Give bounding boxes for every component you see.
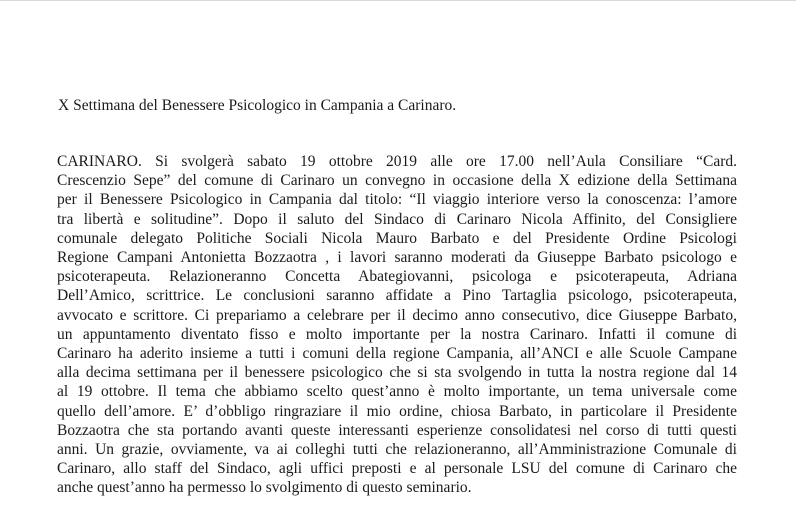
body-line: alla decima settimana per il benessere psicologico che si sta svolgendo in tutta la nostra regione dal 14 bbox=[57, 364, 737, 382]
document-title: X Settimana del Benessere Psicologico in Campania a Carinaro. bbox=[58, 97, 457, 114]
body-line: psicoterapeuta. Relazioneranno Concetta Abategiovanni, psicologa e psicoterapeuta, Adriana bbox=[57, 268, 737, 286]
body-line: Crescenzio Sepe” del comune di Carinaro un convegno in occasione della X edizione della Settimana bbox=[57, 172, 737, 190]
body-line: comunale delegato Politiche Sociali Nicola Mauro Barbato e del Presidente Ordine Psicologi bbox=[57, 229, 737, 247]
body-line-last: anche quest’anno ha permesso lo svolgimento di questo seminario. bbox=[57, 479, 472, 497]
body-line: anni. Un grazie, ovviamente, va ai colleghi tutti che relazioneranno, all’Amministrazione Comunale di bbox=[57, 441, 737, 459]
body-line: al 19 ottobre. Il tema che abbiamo scelto quest’anno è molto importante, un tema universale come bbox=[57, 383, 737, 401]
body-line: CARINARO. Si svolgerà sabato 19 ottobre 2019 alle ore 17.00 nell’Aula Consiliare “Card. bbox=[57, 153, 737, 170]
article-body bbox=[57, 152, 737, 498]
body-line: Dell’Amico, scrittrice. Le conclusioni saranno affidate a Pino Tartaglia psicologo, psicoterapeuta, bbox=[57, 287, 737, 305]
body-line: Regione Campani Antonietta Bozzaotra , i lavori saranno moderati da Giuseppe Barbato psicologo e bbox=[57, 249, 737, 267]
body-line: Bozzaotra che sta portando avanti queste interessanti esperienze consolidatesi nel corso di tutti questi bbox=[57, 421, 737, 439]
body-line: quello dell’amore. E’ d’obbligo ringraziare il mio ordine, chiosa Barbato, in particolare il Presidente bbox=[57, 402, 737, 420]
body-line: Carinaro, allo staff del Sindaco, agli uffici preposti e al personale LSU del comune di Carinaro che bbox=[57, 460, 737, 478]
body-line: Carinaro ha aderito insieme a tutti i comuni della regione Campania, all’ANCI e alle Scuole Campane bbox=[57, 345, 737, 363]
body-line: tra libertà e solitudine”. Dopo il saluto del Sindaco di Carinaro Nicola Affinito, del Consigliere bbox=[57, 210, 737, 228]
body-line: un appuntamento diventato fisso e molto importante per la nostra Carinaro. Infatti il comune di bbox=[57, 325, 737, 343]
body-line: per il Benessere Psicologico in Campania dal titolo: “Il viaggio interiore verso la conoscenza: l’amore bbox=[57, 191, 737, 209]
body-line: avvocato e scrittore. Ci prepariamo a celebrare per il decimo anno consecutivo, dice Giuseppe Barbato, bbox=[57, 306, 737, 324]
